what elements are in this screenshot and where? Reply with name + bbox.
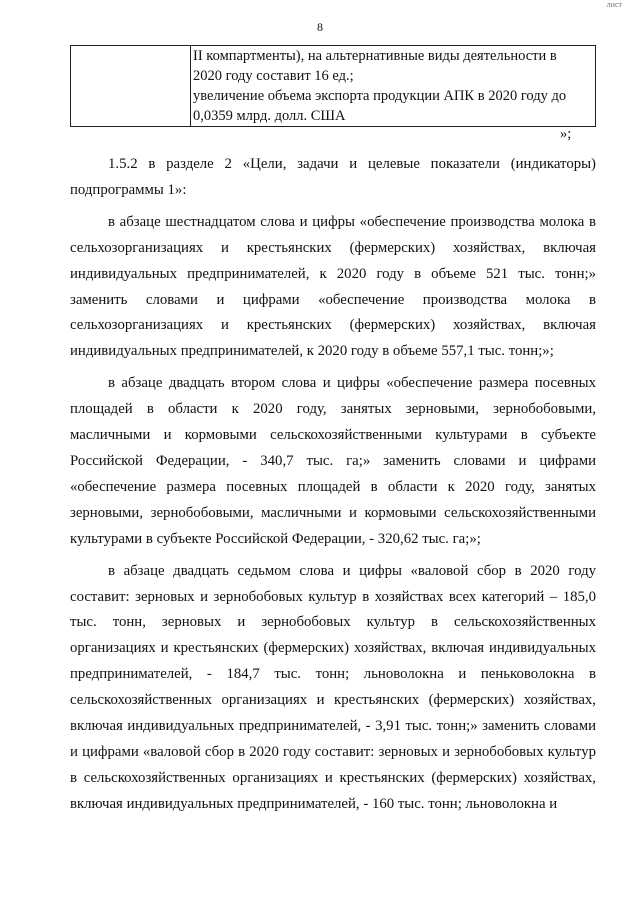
continuation-table bbox=[70, 45, 596, 127]
table-cell-line: увеличение объема экспорта продукции АПК в 2020 году до bbox=[193, 88, 567, 104]
closing-quote: »; bbox=[560, 126, 572, 142]
page-number: 8 bbox=[317, 20, 323, 34]
table-left-cell bbox=[71, 46, 191, 127]
corner-mark: лист bbox=[606, 0, 622, 9]
table-cell-line: 2020 году составит 16 ед.; bbox=[193, 68, 354, 84]
paragraph-gross-harvest: в абзаце двадцать седьмом слова и цифры «валовой сбор в 2020 году составит: зерновых и зернобобовых культур в хозяйствах всех категорий – 185,0 тыс. тонн, зерновых и зернобобовых культур в сельскохозяйственных организациях и крестьянских (фермерских) хозяйствах, включая индивидуальных предпринимателей, - 184,7 тыс. тонн; льноволокна и пеньковолокна в сельскохозяйственных организациях и крестьянских (фермерских) хозяйствах, включая индивидуальных предпринимателей, - 3,91 тыс. тонн;» заменить словами и цифрами «валовой сбор в 2020 году составит: зерновых и зернобобовых культур в сельскохозяйственных организациях и крестьянских (фермерских) хозяйствах, включая индивидуальных предпринимателей, - 160 тыс. тонн; льноволокна и bbox=[70, 562, 596, 812]
table-cell-line: II компартменты), на альтернативные виды деятельности в bbox=[193, 48, 557, 64]
document-body bbox=[70, 152, 596, 824]
paragraph-section-heading: 1.5.2 в разделе 2 «Цели, задачи и целевые показатели (индикаторы) подпрограммы 1»: bbox=[70, 156, 596, 198]
table-row bbox=[71, 46, 596, 127]
table-cell-line: 0,0359 млрд. долл. США bbox=[193, 108, 346, 124]
paragraph-milk-production: в абзаце шестнадцатом слова и цифры «обеспечение производства молока в сельхозорганизациях и крестьянских (фермерских) хозяйствах, включая индивидуальных предпринимателей, к 2020 году в объеме 521 тыс. тонн;» заменить словами и цифрами «обеспечение производства молока в сельхозорганизациях и крестьянских (фермерских) хозяйствах, включая индивидуальных предпринимателей, к 2020 году в объеме 557,1 тыс. тонн;»; bbox=[70, 213, 596, 360]
table-right-cell bbox=[191, 46, 596, 127]
paragraph-sown-area: в абзаце двадцать втором слова и цифры «обеспечение размера посевных площадей в области к 2020 году, занятых зерновыми, зернобобовыми, масличными и кормовыми сельскохозяйственными культурами в субъекте Российской Федерации, - 340,7 тыс. га;» заменить словами и цифрами «обеспечение размера посевных площадей в области к 2020 году, занятых зерновыми, зернобобовыми, масличными и кормовыми сельскохозяйственными культурами в субъекте Российской Федерации, - 320,62 тыс. га;»; bbox=[70, 375, 596, 547]
